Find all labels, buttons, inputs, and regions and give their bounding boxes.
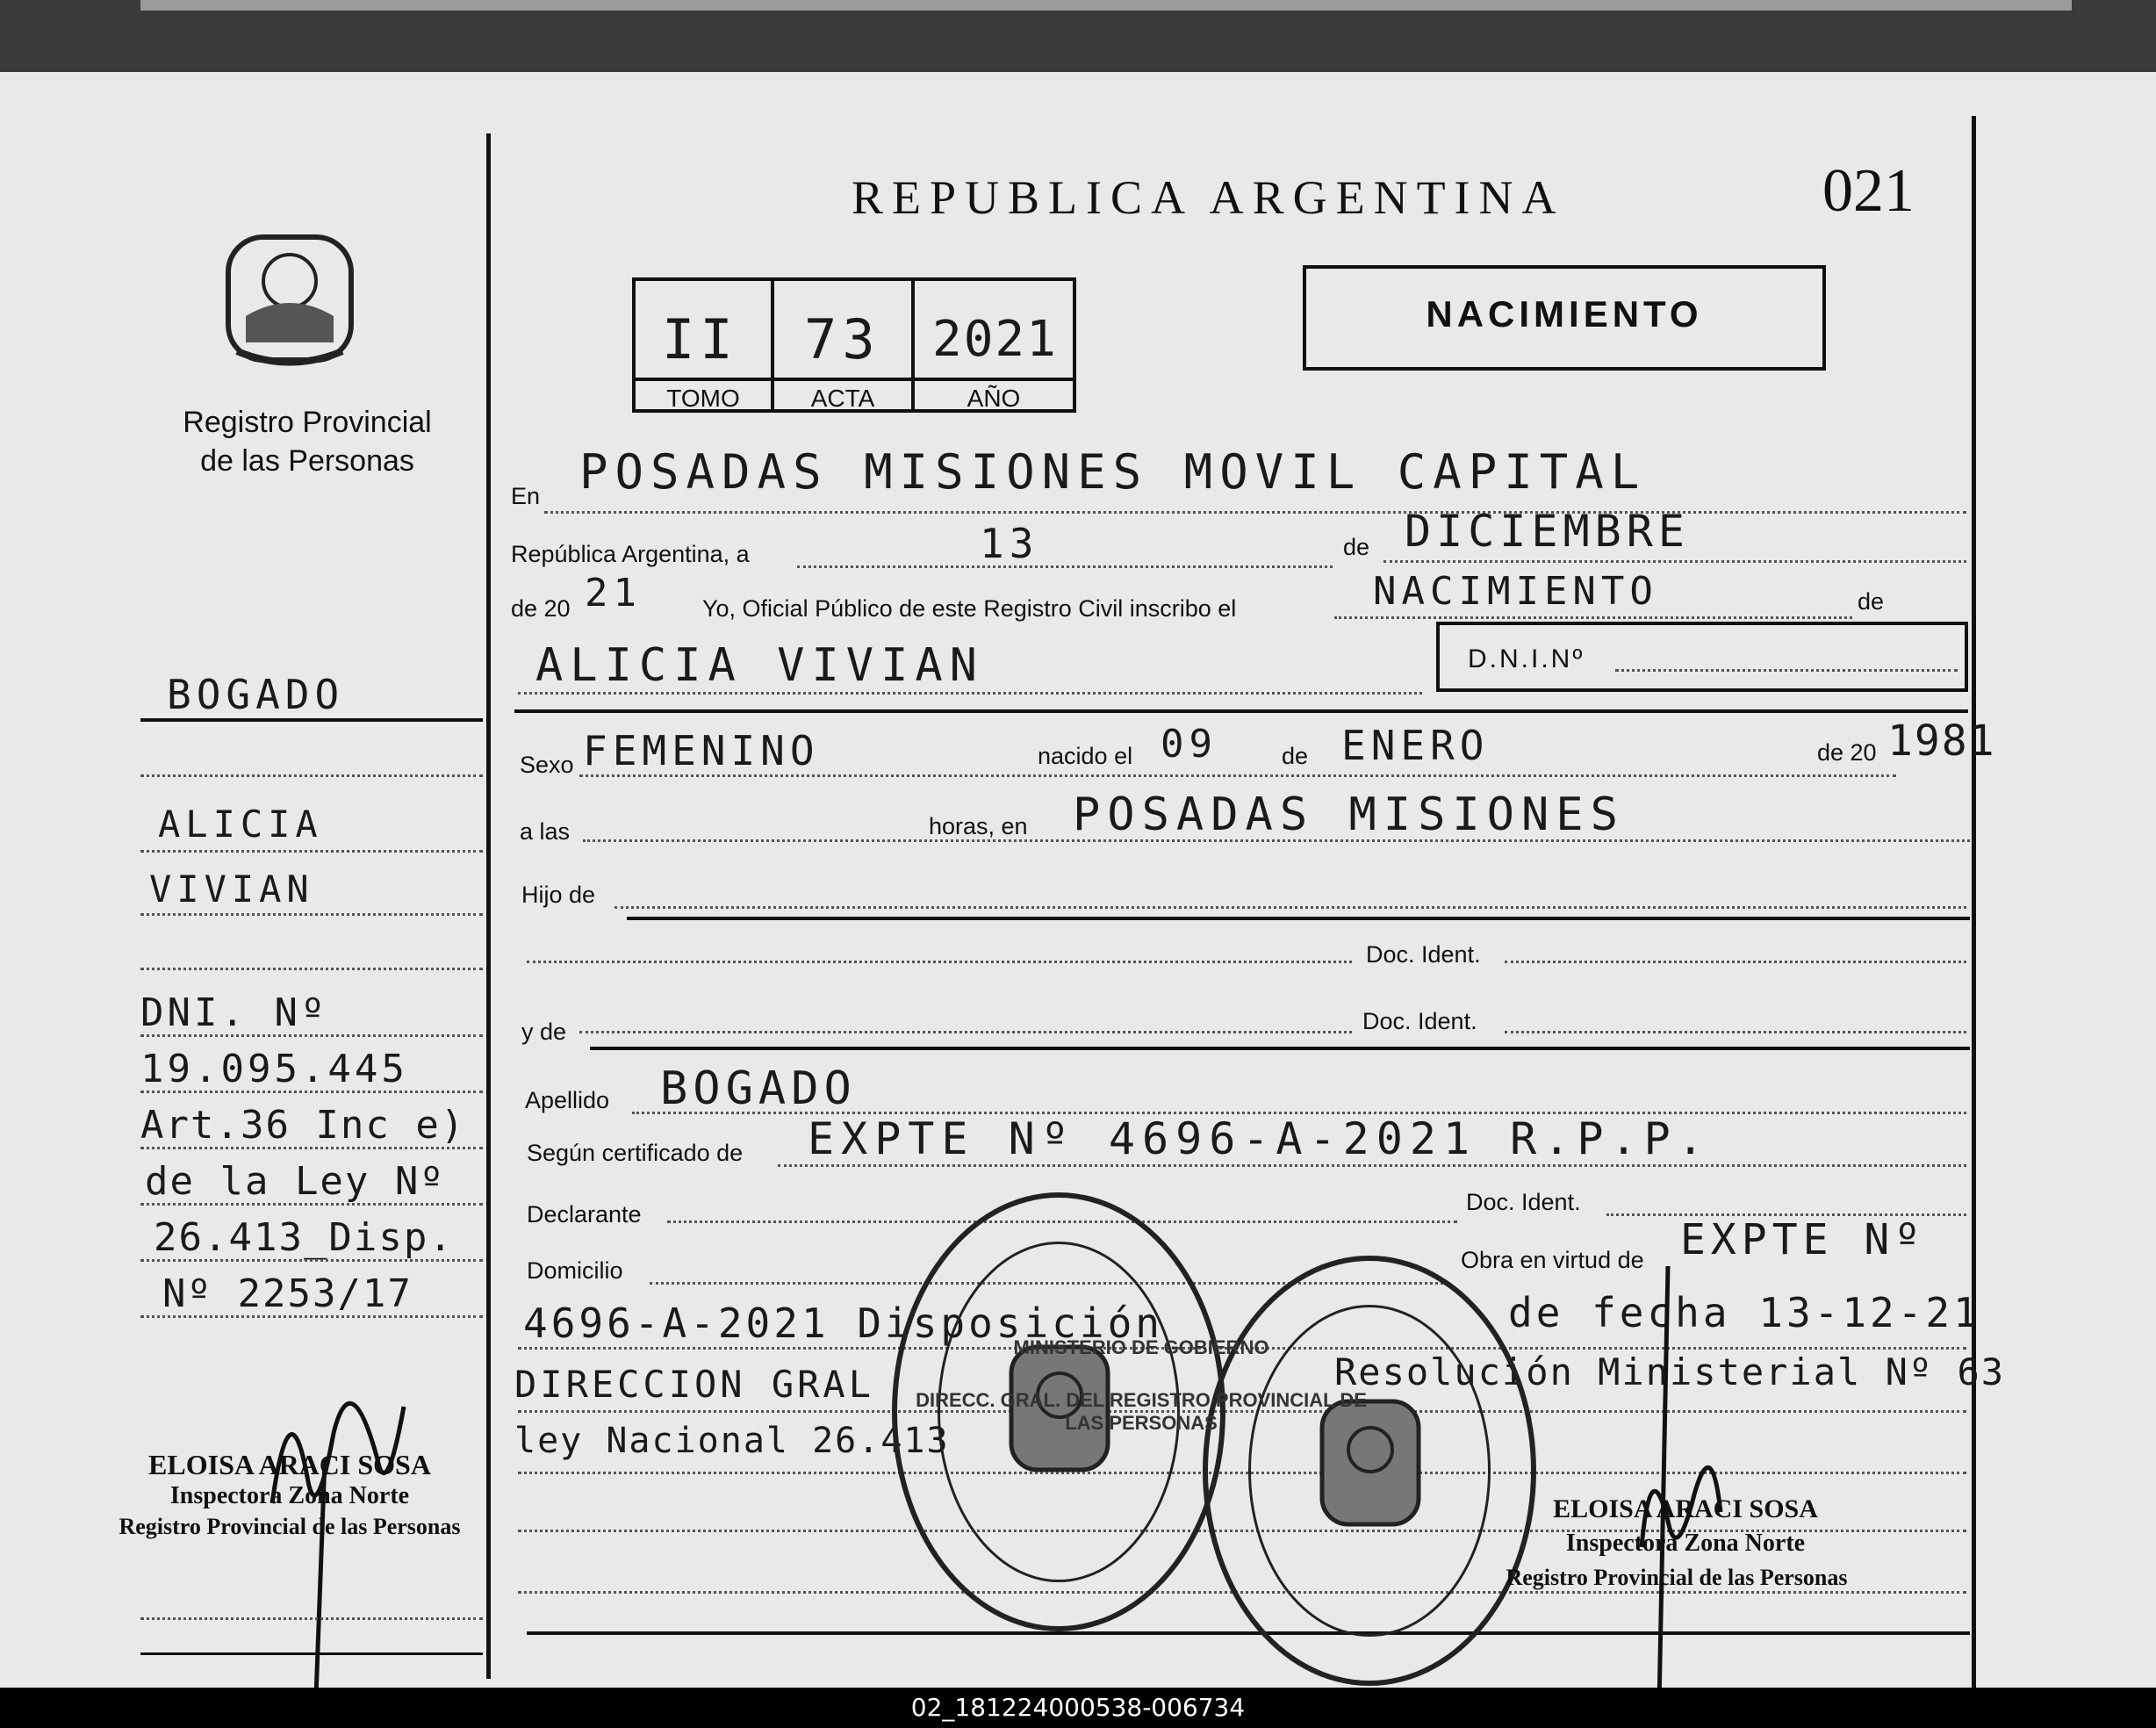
obs-line-1b: de fecha 13-12-21 (1508, 1289, 1981, 1336)
segun-value: EXPTE Nº 4696-A-2021 R.P.P. (808, 1113, 1711, 1164)
doc-ident-label-1: Doc. Ident. (1366, 941, 1481, 968)
official-signature-icon (1589, 1231, 1800, 1723)
de-label-3: de (1282, 743, 1309, 769)
sexo-label: Sexo (520, 752, 574, 778)
obra-label: Obra en virtud de (1461, 1247, 1644, 1273)
margin-note-3: Art.36 Inc e) (140, 1103, 466, 1148)
document-page (0, 72, 2156, 1688)
nacido-day: 09 (1161, 722, 1218, 767)
nacido-label: nacido el (1038, 743, 1133, 769)
obs-line-2: DIRECCION GRAL (514, 1363, 875, 1406)
scan-top-band (0, 0, 2156, 72)
declarante-label: Declarante (527, 1201, 642, 1228)
page-number: 021 (1822, 157, 1915, 225)
apellido-value: BOGADO (660, 1062, 857, 1115)
hijo-label: Hijo de (521, 882, 596, 908)
de-label-2: de (1858, 588, 1885, 615)
de-label: de (1343, 534, 1370, 560)
alas-label: a las (520, 818, 571, 845)
record-type-box (1303, 265, 1826, 371)
column-divider (486, 133, 491, 1679)
record-type: NACIMIENTO (1426, 293, 1703, 335)
registry-name-line1: Registro Provincial (183, 406, 432, 439)
anio-label: AÑO (967, 385, 1021, 412)
nacido-month: ENERO (1341, 722, 1490, 769)
nacido-year: 1981 (1887, 716, 1996, 766)
margin-surname: BOGADO (167, 671, 345, 718)
margin-note-6: Nº 2253/17 (162, 1271, 413, 1316)
domicilio-label: Domicilio (527, 1257, 623, 1284)
dni-box (1436, 622, 1968, 692)
margin-note-1: DNI. Nº (140, 990, 328, 1035)
dni-label: D.N.I.Nº (1468, 644, 1585, 673)
official-sign-title: Inspectora Zona Norte (1565, 1530, 1806, 1557)
margin-sign-name: ELOISA ARACI SOSA (148, 1449, 431, 1480)
yde-label: y de (521, 1019, 567, 1045)
obs-line-2b: Resolución Ministerial Nº 63 (1334, 1350, 2006, 1393)
en-label: En (511, 483, 541, 509)
right-border (1972, 116, 1976, 1688)
tomo-value: II (662, 307, 738, 371)
de20-label: de 20 (511, 595, 571, 622)
stamp-caption: DIRECC. GRAL. DEL REGISTRO PROVINCIAL DE LAS PERSONAS (916, 1389, 1367, 1434)
de20b-label: de 20 (1817, 739, 1877, 766)
official-sign-name: ELOISA ARACI SOSA (1553, 1494, 1818, 1523)
person-value: ALICIA VIVIAN (535, 639, 984, 692)
official-sign-org: Registro Provincial de las Personas (1506, 1565, 1848, 1590)
month-value: DICIEMBRE (1405, 506, 1690, 557)
tomo-label: TOMO (666, 385, 740, 412)
segun-label: Según certificado de (527, 1140, 744, 1166)
anio-value: 2021 (932, 311, 1058, 368)
margin-note-2: 19.095.445 (140, 1047, 408, 1091)
margin-sign-org: Registro Provincial de las Personas (119, 1514, 461, 1539)
obra-value: EXPTE Nº (1680, 1215, 1926, 1264)
horas-label: horas, en (929, 813, 1028, 839)
day-value: 13 (980, 520, 1039, 567)
obs-line-1: 4696-A-2021 Disposición (523, 1300, 1163, 1347)
margin-name-2: VIVIAN (149, 868, 314, 911)
margin-name-1: ALICIA (158, 803, 323, 846)
lugar-value: POSADAS MISIONES (1073, 788, 1625, 841)
registry-name-line2: de las Personas (200, 444, 414, 478)
year-suffix: 21 (585, 571, 642, 616)
acta-label: ACTA (810, 385, 875, 412)
doc-ident-label-3: Doc. Ident. (1466, 1189, 1581, 1215)
province-seal-icon (219, 220, 360, 378)
margin-sign-title: Inspectora Zona Norte (169, 1482, 410, 1509)
margin-signature-icon (237, 1328, 430, 1696)
apellido-label: Apellido (525, 1087, 610, 1113)
tomo-acta-anio-box (632, 277, 1076, 413)
stamp-inner-caption: MINISTERIO DE GOBIERNO (1013, 1336, 1269, 1358)
doc-ident-label-2: Doc. Ident. (1362, 1008, 1477, 1034)
republica-label: República Argentina, a (511, 541, 750, 567)
acta-value: 73 (804, 307, 880, 371)
inscribo-value: NACIMIENTO (1373, 569, 1658, 614)
margin-note-4: de la Ley Nº (145, 1159, 445, 1204)
file-id-bar: 02_181224000538-006734 (0, 1688, 2156, 1728)
country-heading: REPUBLICA ARGENTINA (852, 171, 1565, 224)
yo-label: Yo, Oficial Público de este Registro Civil inscribo el (702, 595, 1237, 622)
margin-note-5: 26.413_Disp. (154, 1215, 454, 1260)
sexo-value: FEMENINO (583, 727, 820, 774)
obs-line-3: ley Nacional 26.413 (514, 1421, 950, 1461)
en-value: POSADAS MISIONES MOVIL CAPITAL (579, 444, 1647, 500)
official-stamp-2 (1203, 1256, 1536, 1686)
